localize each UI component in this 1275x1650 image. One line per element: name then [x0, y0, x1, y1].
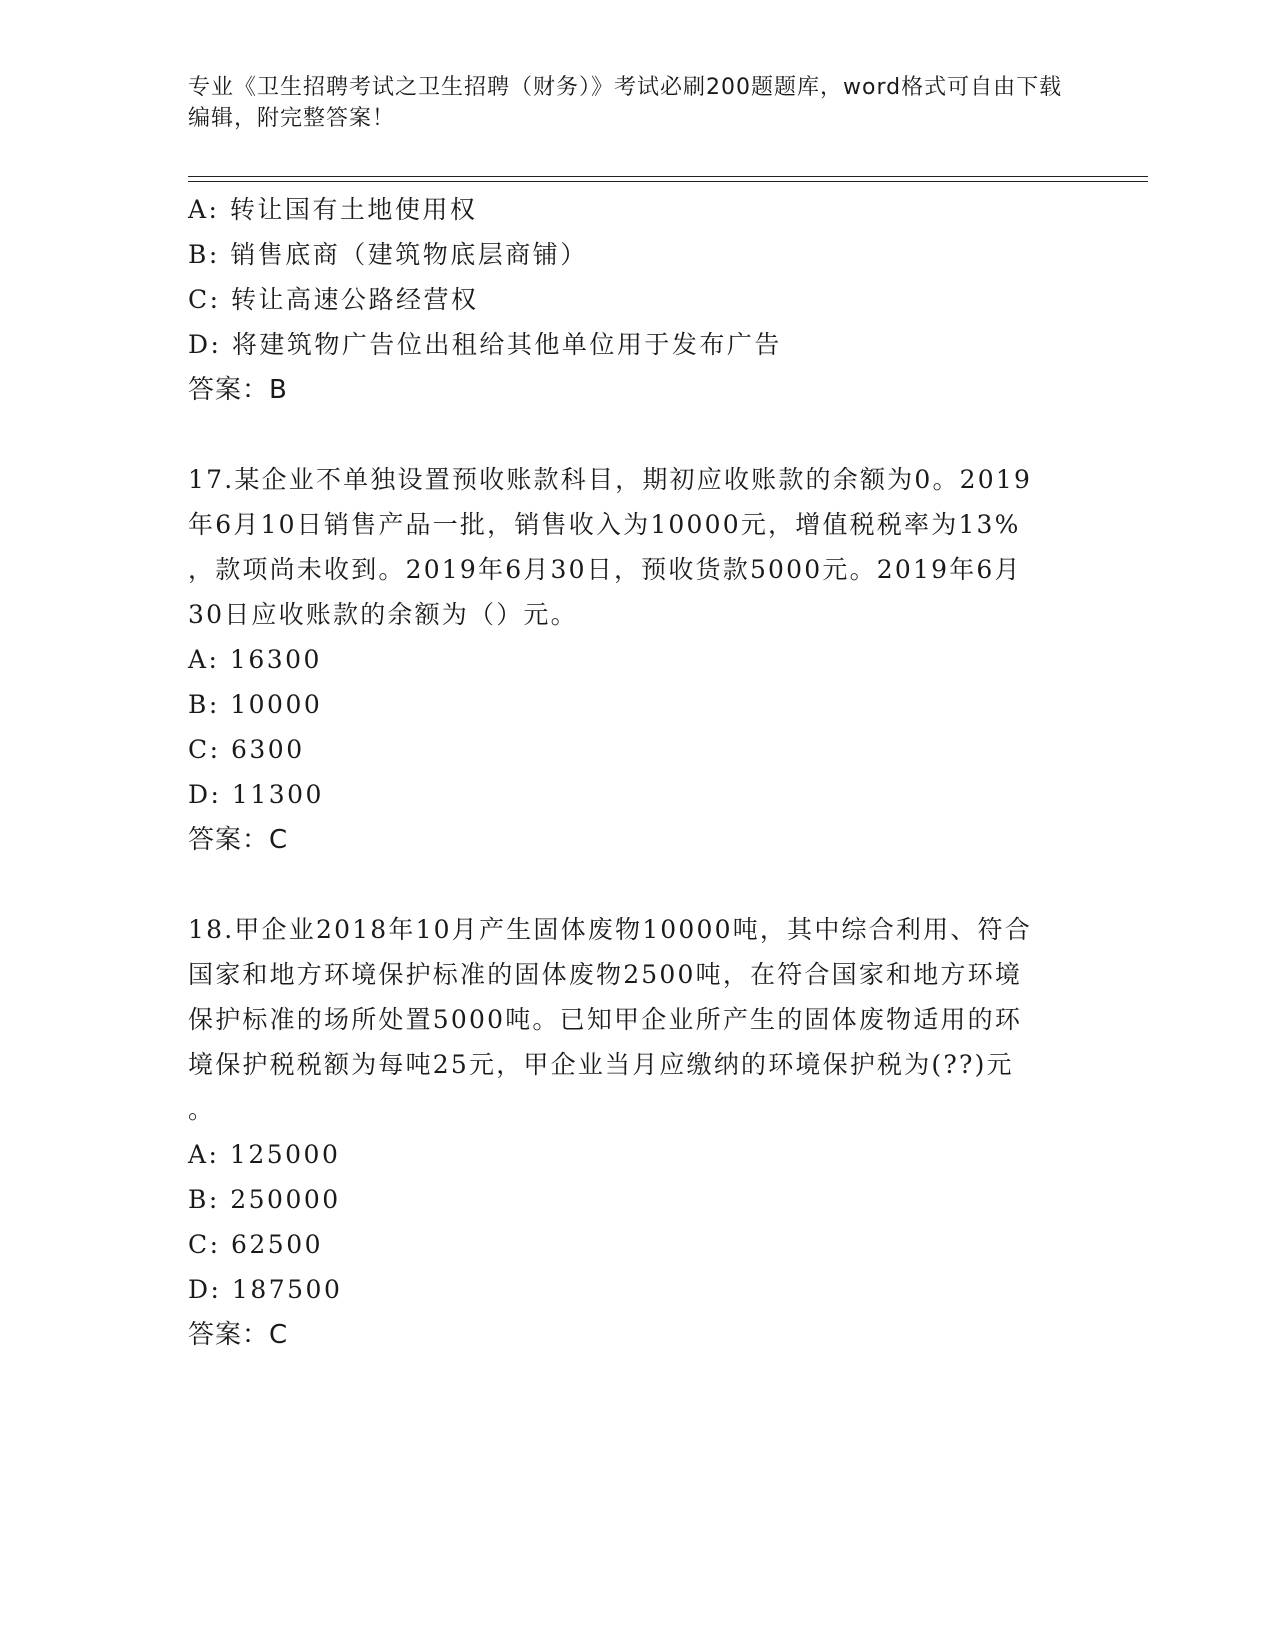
q17-stem-line-2: 年6月10日销售产品一批，销售收入为10000元，增值税税率为13%: [188, 510, 1021, 539]
q16-option-d: D: 将建筑物广告位出租给其他单位用于发布广告: [188, 330, 782, 359]
q18-option-a: A: 125000: [188, 1140, 341, 1169]
q18-option-c: C: 62500: [188, 1230, 324, 1259]
q17-option-c: C: 6300: [188, 735, 305, 764]
q17-option-d: D: 11300: [188, 780, 324, 809]
q16-option-a: A: 转让国有土地使用权: [188, 195, 478, 224]
header-divider-secondary: [188, 181, 1148, 182]
q16-answer: 答案：B: [188, 375, 288, 405]
q18-stem-line-4: 境保护税税额为每吨25元，甲企业当月应缴纳的环境保护税为(??)元: [188, 1050, 1014, 1079]
q16-option-c: C: 转让高速公路经营权: [188, 285, 479, 314]
q17-stem-line-1: 17.某企业不单独设置预收账款科目，期初应收账款的余额为0。2019: [188, 465, 1033, 494]
q18-option-b: B: 250000: [188, 1185, 341, 1214]
q17-stem-line-3: ，款项尚未收到。2019年6月30日，预收货款5000元。2019年6月: [188, 555, 1022, 584]
page-header: 专业《卫生招聘考试之卫生招聘（财务）》考试必刷200题题库，word格式可自由下载编辑，附完整答案！: [188, 75, 1063, 131]
q18-stem-line-5: 。: [188, 1095, 216, 1124]
q18-option-d: D: 187500: [188, 1275, 343, 1304]
q17-option-b: B: 10000: [188, 690, 323, 719]
q18-stem-line-2: 国家和地方环境保护标准的固体废物2500吨，在符合国家和地方环境: [188, 960, 1023, 989]
q18-answer: 答案：C: [188, 1320, 289, 1350]
header-divider: [188, 176, 1148, 177]
q17-option-a: A: 16300: [188, 645, 322, 674]
q17-stem-line-4: 30日应收账款的余额为（）元。: [188, 600, 578, 629]
q18-stem-line-1: 18.甲企业2018年10月产生固体废物10000吨，其中综合利用、符合: [188, 915, 1032, 944]
q17-answer: 答案：C: [188, 825, 289, 855]
q18-stem-line-3: 保护标准的场所处置5000吨。已知甲企业所产生的固体废物适用的环: [188, 1005, 1023, 1034]
q16-option-b: B: 销售底商（建筑物底层商铺）: [188, 240, 588, 269]
